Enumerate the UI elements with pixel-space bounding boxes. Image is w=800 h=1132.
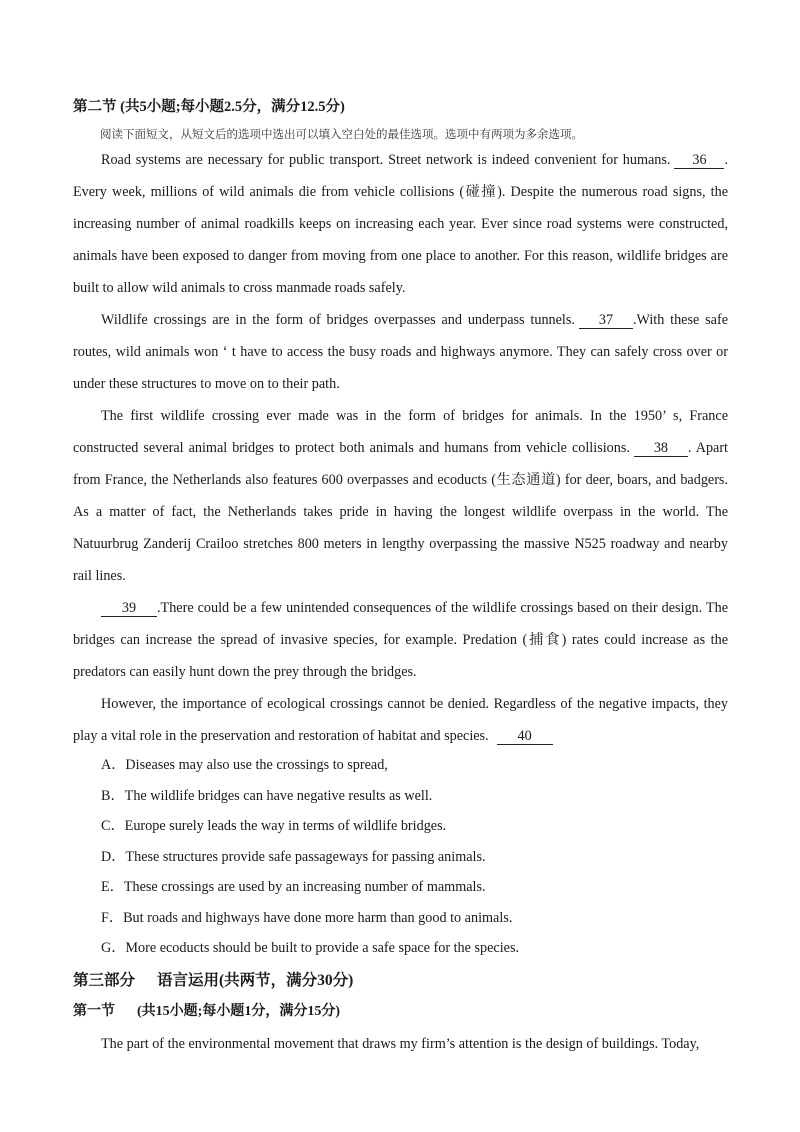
- section-instruction: 阅读下面短文，从短文后的选项中选出可以填入空白处的最佳选项。选项中有两项为多余选项。: [100, 127, 583, 141]
- part3-paragraph: The part of the environmental movement that draws my firm’s attention is the design of buildings. Today,: [101, 1035, 700, 1052]
- blank-37: 37: [579, 312, 633, 329]
- paragraph-text: However, the importance of ecological crossings cannot be denied. Regardless of the negative impacts, they play a vital role in the preservation and restoration of habitat and species.: [73, 696, 728, 744]
- part3-subheading: [73, 1002, 728, 1022]
- section-heading: 第二节 (共5小题;每小题2.5分，满分12.5分): [73, 99, 345, 115]
- passage-paragraph-1: [73, 144, 728, 304]
- paragraph-text: Wildlife crossings are in the form of bridges overpasses and underpass tunnels.: [101, 312, 575, 328]
- option-e: E．These crossings are used by an increasing number of mammals.: [101, 879, 486, 895]
- blank-40: 40: [497, 728, 553, 745]
- passage-paragraph-3: [73, 400, 728, 592]
- option-f: F．But roads and highways have done more harm than good to animals.: [101, 909, 513, 926]
- paragraph-text: Road systems are necessary for public transport. Street network is indeed convenient for humans.: [101, 152, 671, 168]
- part3-heading-label: 第三部分: [73, 971, 136, 989]
- option-a: A．Diseases may also use the crossings to spread,: [101, 757, 388, 773]
- paragraph-text: The first wildlife crossing ever made was in the form of bridges for animals. In the 1950’ s, France constructed several animal bridges to protect both animals and humans from vehicle collisions.: [73, 408, 728, 456]
- paragraph-text: .There could be a few unintended consequences of the wildlife crossings based on their design. The bridges can increase the spread of invasive species, for example. Predation (捕食) rates could increase as the predators can easily hunt down the prey through the bridges.: [73, 600, 728, 680]
- option-d: D．These structures provide safe passageways for passing animals.: [101, 848, 486, 865]
- blank-38: 38: [634, 440, 688, 457]
- part3-heading: [73, 970, 728, 992]
- option-g: G．More ecoducts should be built to provide a safe space for the species.: [101, 940, 520, 956]
- part3-subheading-title: (共15小题;每小题1分，满分15分): [137, 1003, 340, 1019]
- blank-39: 39: [101, 600, 157, 617]
- passage-paragraph-5: [73, 688, 728, 752]
- options-list: [73, 750, 728, 964]
- option-c: C．Europe surely leads the way in terms of wildlife bridges.: [101, 818, 447, 834]
- blank-36: 36: [674, 152, 724, 169]
- passage-paragraph-2: [73, 304, 728, 400]
- paragraph-text: . Every week, millions of wild animals die from vehicle collisions (碰撞). Despite the numerous road signs, the increasing number of animal roadkills keeps on increasing each year. Ever since road systems were constructed, animals have been exposed to danger from moving from one place to another. For this reason, wildlife bridges are built to allow wild animals to cross manmade roads safely.: [73, 152, 728, 296]
- part3-subheading-label: 第一节: [73, 1003, 115, 1019]
- content-area: [73, 97, 728, 1060]
- passage-paragraph-4: [73, 592, 728, 688]
- paragraph-text: . Apart from France, the Netherlands also features 600 overpasses and ecoducts (生态通道) for deer, boars, and badgers. As a matter of fact, the Netherlands takes pride in having the longest wildlife overpass in the world. The Natuurbrug Zanderij Crailoo stretches 800 meters in lengthy overpassing the massive N525 roadway and nearby rail lines.: [73, 440, 728, 584]
- paragraph-text: .With these safe routes, wild animals won ‘ t have to access the busy roads and highways anymore. They can safely cross over or under these structures to move on to their path.: [73, 312, 728, 392]
- part3-heading-title: 语言运用(共两节，满分30分): [157, 971, 354, 989]
- option-b: B．The wildlife bridges can have negative results as well.: [101, 787, 433, 804]
